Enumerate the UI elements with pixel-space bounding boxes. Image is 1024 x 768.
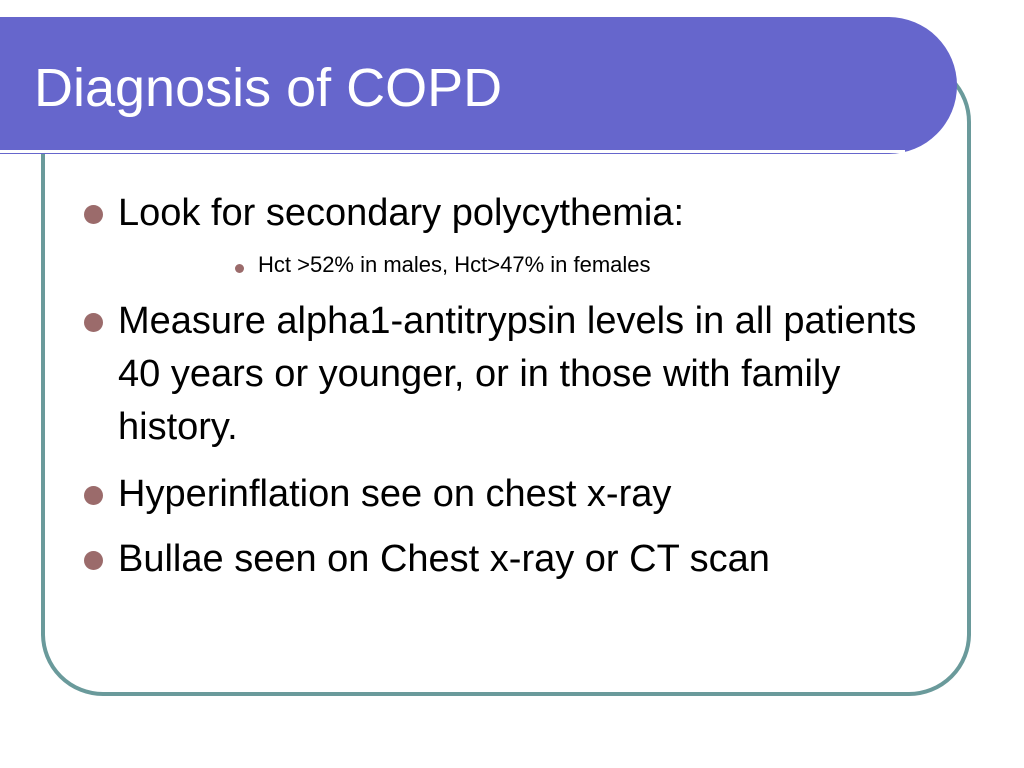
bullet-marker-icon bbox=[84, 313, 103, 332]
sub-bullet-hct: Hct >52% in males, Hct>47% in females bbox=[258, 252, 651, 277]
title-underline bbox=[0, 150, 905, 153]
bullet-marker-icon bbox=[84, 205, 103, 224]
bullet-hyperinflation: Hyperinflation see on chest x-ray bbox=[118, 473, 672, 515]
title-bar bbox=[0, 17, 957, 154]
sub-bullet-marker-icon bbox=[235, 264, 244, 273]
bullet-bullae: Bullae seen on Chest x-ray or CT scan bbox=[118, 538, 770, 580]
bullet-polycythemia: Look for secondary polycythemia: bbox=[118, 192, 685, 234]
slide-title: Diagnosis of COPD bbox=[34, 58, 503, 118]
bullet-marker-icon bbox=[84, 551, 103, 570]
bullet-marker-icon bbox=[84, 486, 103, 505]
bullet-alpha1-antitrypsin: Measure alpha1-antitrypsin levels in all patients 40 years or younger, or in those with family history. bbox=[118, 300, 917, 448]
